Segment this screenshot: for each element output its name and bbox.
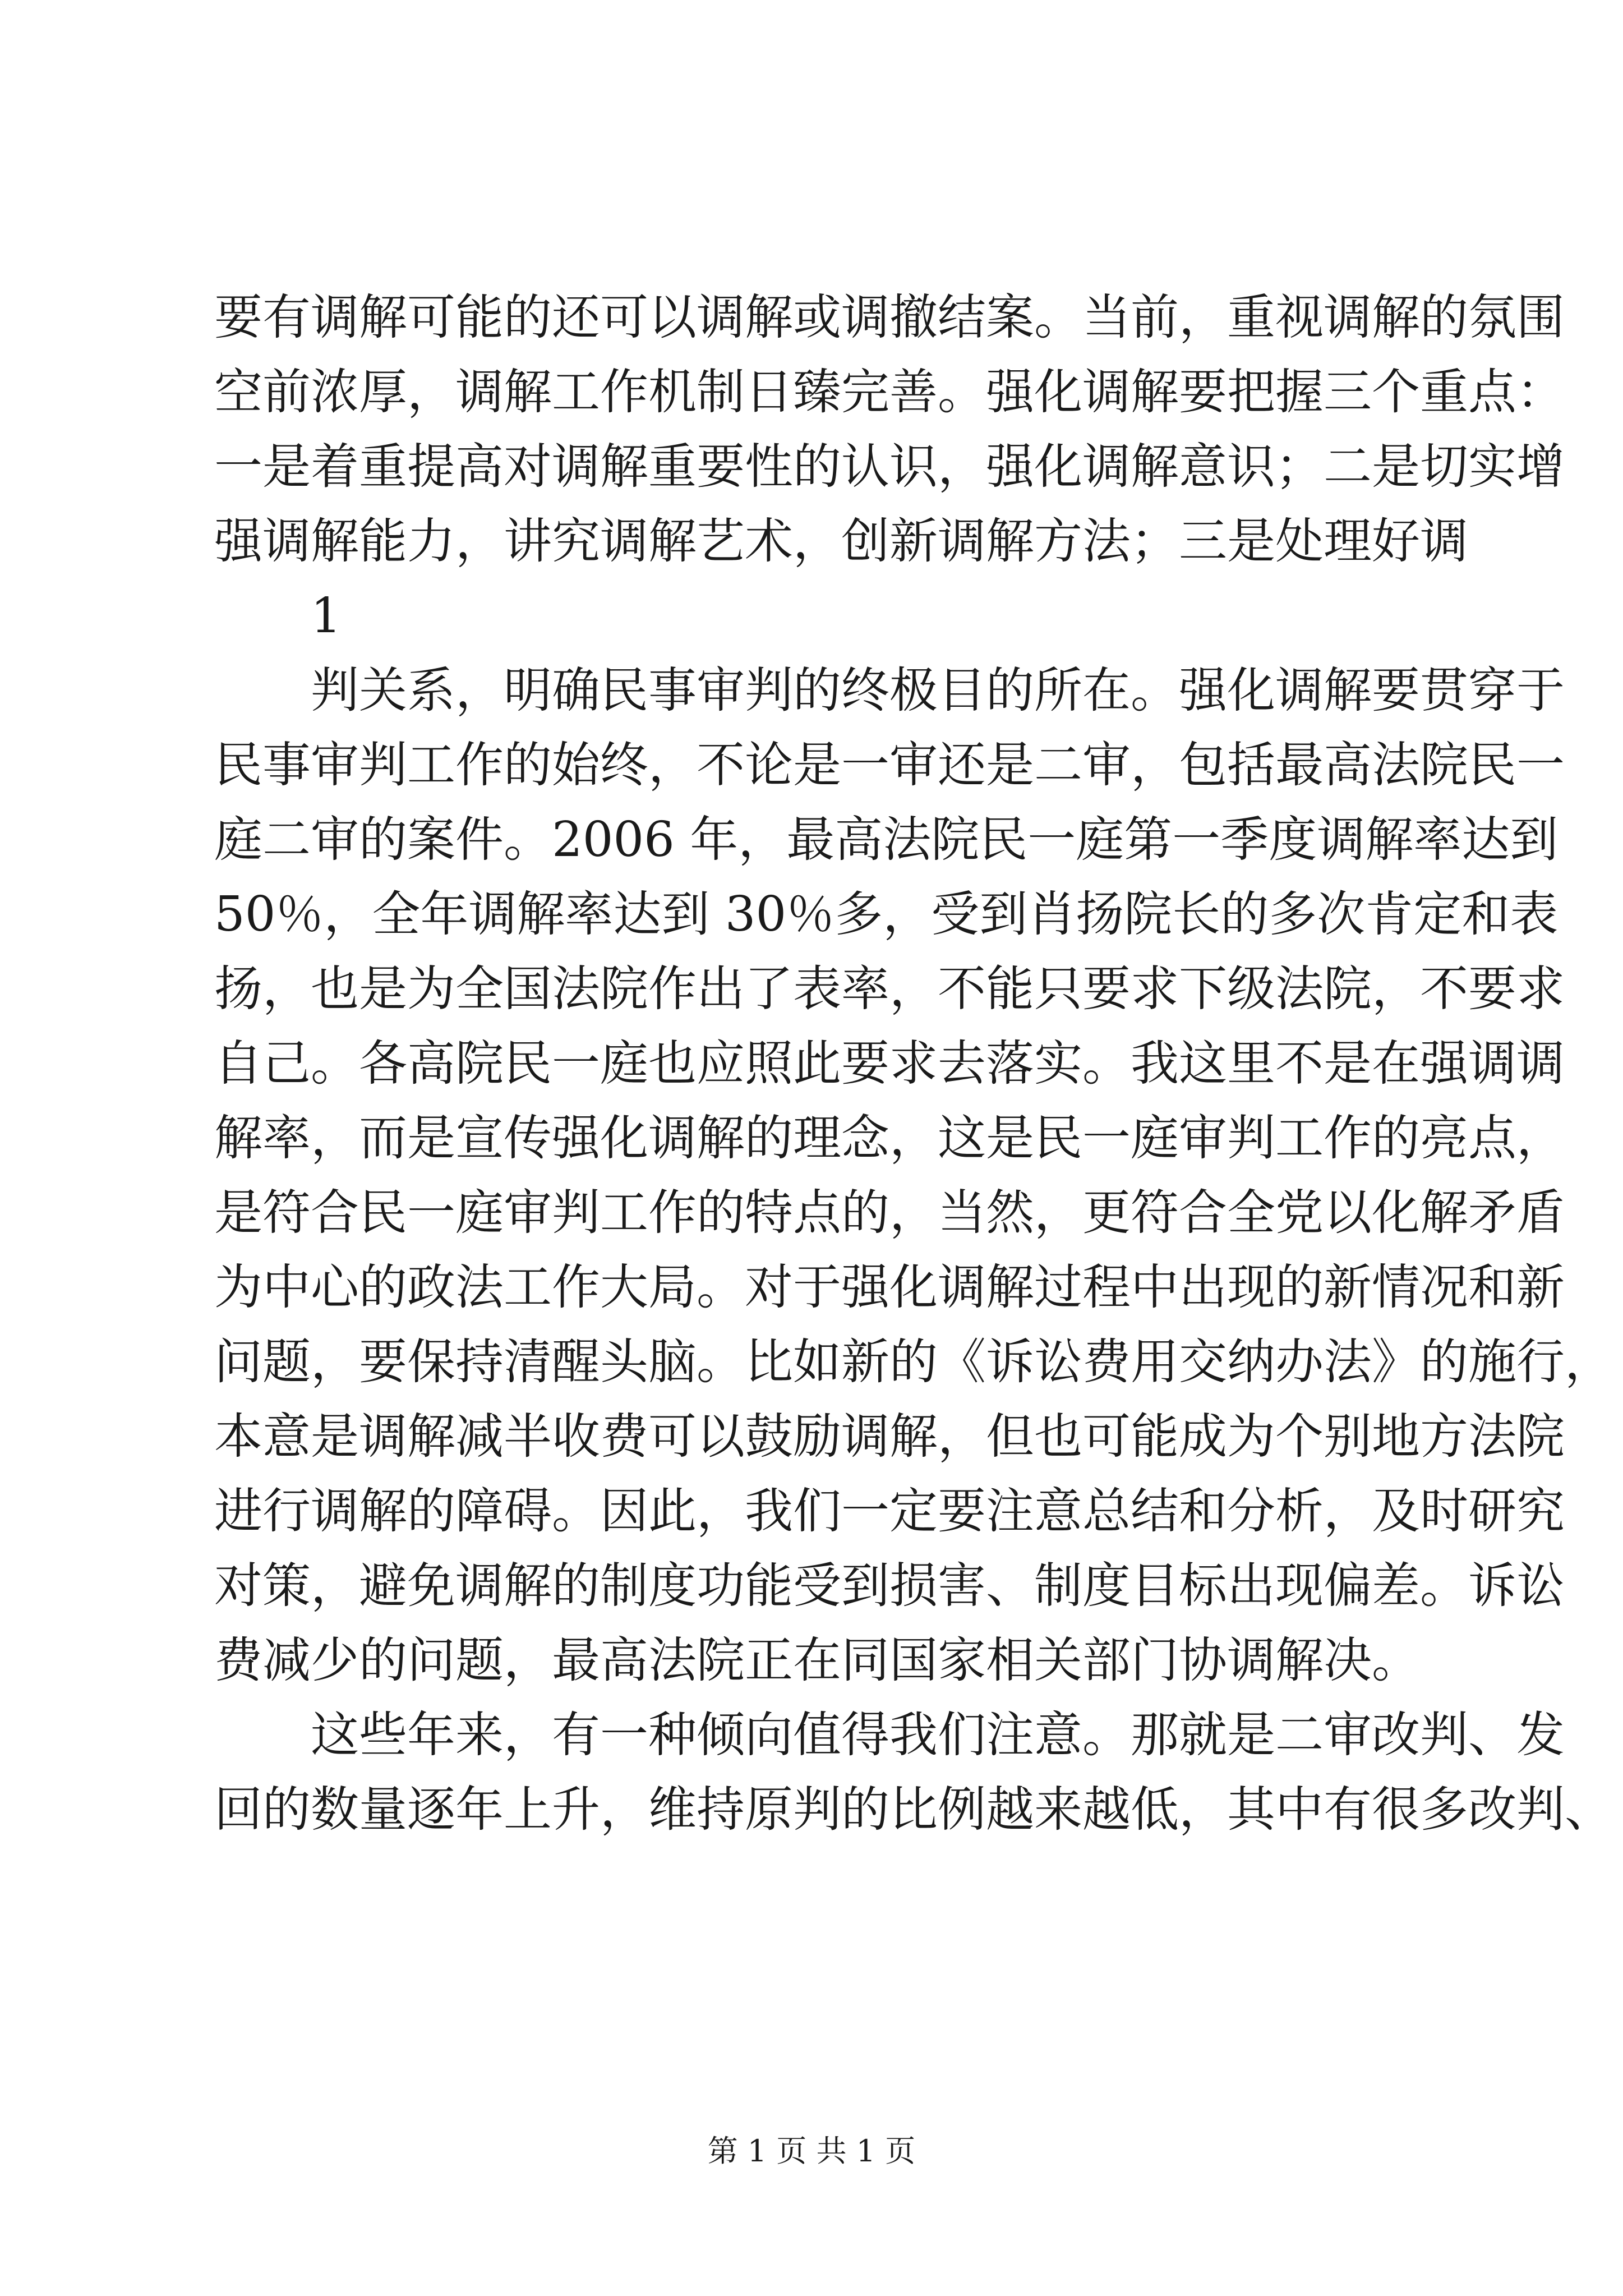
text-line: 费减少的问题，最高法院正在同国家相关部门协调解决。 [214,1632,1420,1688]
text-line: 扬，也是为全国法院作出了表率，不能只要求下级法院，不要求 [214,961,1565,1017]
text-line: 问题，要保持清醒头脑。比如新的《诉讼费用交纳办法》的施行， [214,1334,1613,1390]
text-line: 要有调解可能的还可以调解或调撤结案。当前，重视调解的氛围 [214,289,1565,346]
text-line: 自己。各高院民一庭也应照此要求去落实。我这里不是在强调调 [214,1036,1565,1092]
text-line: 空前浓厚，调解工作机制日臻完善。强化调解要把握三个重点： [214,364,1565,420]
text-line: 一是着重提高对调解重要性的认识，强化调解意识；二是切实增 [214,439,1565,495]
page-footer: 第 1 页 共 1 页 [707,2133,916,2169]
text-line: 是符合民一庭审判工作的特点的，当然，更符合全党以化解矛盾 [214,1185,1565,1241]
text-line: 50％，全年调解率达到 30％多，受到肖扬院长的多次肯定和表 [214,886,1559,942]
page-marker: 1 [311,588,342,644]
text-line: 进行调解的障碍。因此，我们一定要注意总结和分析，及时研究 [214,1483,1565,1539]
text-line: 回的数量逐年上升，维持原判的比例越来越低，其中有很多改判、 [214,1782,1613,1838]
text-line: 本意是调解减半收费可以鼓励调解，但也可能成为个别地方法院 [214,1409,1565,1465]
text-line: 解率，而是宣传强化调解的理念，这是民一庭审判工作的亮点， [214,1110,1565,1166]
text-line: 民事审判工作的始终，不论是一审还是二审，包括最高法院民一 [214,737,1565,793]
text-line: 强调解能力，讲究调解艺术，创新调解方法；三是处理好调 [214,513,1468,569]
text-line: 判关系，明确民事审判的终极目的所在。强化调解要贯穿于 [311,662,1565,719]
text-line: 庭二审的案件。2006 年，最高法院民一庭第一季度调解率达到 [214,812,1559,868]
text-line: 为中心的政法工作大局。对于强化调解过程中出现的新情况和新 [214,1259,1565,1315]
text-line: 对策，避免调解的制度功能受到损害、制度目标出现偏差。诉讼 [214,1558,1565,1614]
text-line: 这些年来，有一种倾向值得我们注意。那就是二审改判、发 [311,1707,1565,1763]
body-text [214,287,1613,1854]
